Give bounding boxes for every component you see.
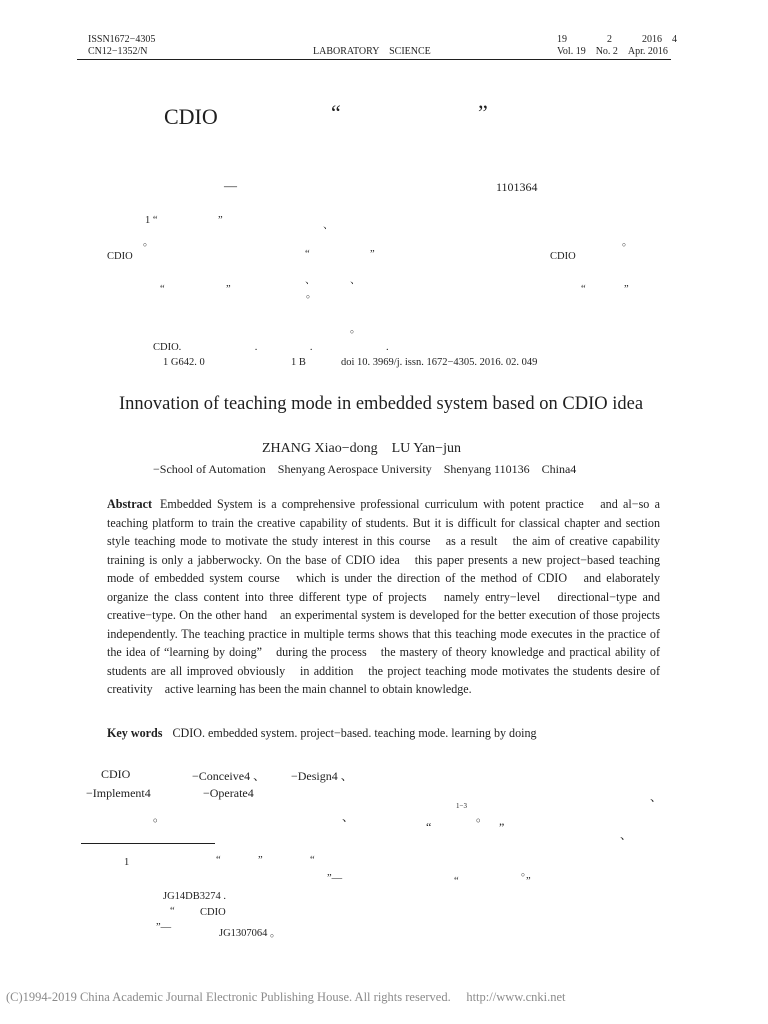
body-fragment: −Implement4 xyxy=(86,786,151,800)
footnote-fragment: 。 xyxy=(521,867,532,878)
cn-abstract-fragment: CDIO xyxy=(107,251,133,262)
body-fragment: −Operate4 xyxy=(203,786,254,800)
cn-number: CN12−1352/N xyxy=(88,46,148,57)
body-fragment: CDIO xyxy=(101,767,131,781)
cn-abstract-fragment: ” xyxy=(624,284,629,295)
body-fragment: ” xyxy=(499,820,505,834)
keywords-label: Key words xyxy=(107,726,163,740)
cn-title-close-quote: ” xyxy=(478,100,488,125)
cn-abstract-fragment: 。 xyxy=(622,237,633,248)
footnote-fragment: “ xyxy=(216,855,221,866)
header-rule xyxy=(77,59,671,60)
footnote-fragment: ”— xyxy=(156,922,172,933)
footnote-fund-number: JG14DB3274 . xyxy=(163,891,227,902)
cn-abstract-fragment: 、 xyxy=(305,275,316,286)
en-title: Innovation of teaching mode in embedded system based on CDIO idea xyxy=(119,394,644,414)
cn-title-cdio: CDIO xyxy=(164,104,218,129)
body-fragment: −Conceive4 、 xyxy=(192,769,266,783)
footnote-fragment: ” xyxy=(526,876,531,887)
footnote-fragment: “ xyxy=(310,855,315,866)
cn-abstract-fragment: ” xyxy=(370,249,375,260)
footnote-rule xyxy=(81,843,215,844)
cn-abstract-fragment: 。 xyxy=(350,324,361,335)
cn-abstract-fragment: “ xyxy=(581,284,586,295)
cn-keywords: CDIO. . . . xyxy=(153,342,389,353)
en-affiliation: −School of Automation Shenyang Aerospace University Shenyang 110136 China4 xyxy=(153,462,577,476)
cn-abstract-fragment: 、 xyxy=(350,275,361,286)
body-fragment: 。 xyxy=(153,810,166,824)
footnote-fragment: “ xyxy=(454,876,459,887)
cn-abstract-fragment: ” xyxy=(218,215,223,226)
footnote-fragment: CDIO xyxy=(200,907,226,918)
doi: doi 10. 3969/j. issn. 1672−4305. 2016. 02. 049 xyxy=(341,357,538,368)
cn-abstract-fragment: “ xyxy=(160,284,165,295)
body-fragment: 。 xyxy=(476,810,489,824)
cn-abstract-fragment: 。 xyxy=(143,237,154,248)
cn-author-dash: — xyxy=(224,178,237,193)
cn-classification: 1 G642. 0 xyxy=(163,357,205,368)
footnote-fragment: ”— xyxy=(327,873,343,884)
en-authors: ZHANG Xiao−dong LU Yan−jun xyxy=(262,441,461,456)
body-fragment: 、 xyxy=(650,790,663,804)
cn-abstract-fragment: 。 xyxy=(306,289,317,300)
footnote-fund-number: JG1307064 。 xyxy=(219,928,281,939)
cn-abstract-fragment: “ xyxy=(305,249,310,260)
issn: ISSN1672−4305 xyxy=(88,34,156,45)
cn-title-open-quote: “ xyxy=(331,100,341,125)
body-fragment: −Design4 、 xyxy=(291,769,353,783)
citation-ref: 1−3 xyxy=(456,802,467,810)
footnote-fragment: ” xyxy=(258,855,263,866)
cn-postcode: 1101364 xyxy=(496,180,538,194)
abstract-body: Embedded System is a comprehensive professional curriculum with potent practice and al−so a teaching platform to train the creative capability of students. But it is difficult for classical chapter and section style teaching mode to motivate the study interest in this course as a result the aim of creative capability training is only a jabberwocky. On the base of CDIO idea this paper presents a new project−based teaching mode of embedded system course which is under the direction of the method of CDIO and elaborately organize the class content into three different type of projects namely entry−level directional−type and creative−type. On the other hand an experimental system is developed for the better execution of those projects independently. The teaching practice in multiple terms shows that this teaching mode executes in the practice of the idea of “learning by doing” during the process the mastery of theory knowledge and practical ability of students are all improved obviously in addition the project teaching mode motivates the students desire of creativity active learning has been the main channel to obtain knowledge. xyxy=(107,497,660,696)
body-fragment: 、 xyxy=(620,828,633,842)
volume-issue-en: Vol. 19 No. 2 Apr. 2016 xyxy=(557,46,668,57)
copyright-notice: (C)1994-2019 China Academic Journal Electronic Publishing House. All rights reserved. http://www.cnki.net xyxy=(6,990,566,1004)
en-abstract xyxy=(107,495,660,699)
abstract-label: Abstract xyxy=(107,497,153,511)
cn-abstract-fragment: 、 xyxy=(323,220,334,231)
body-fragment: “ xyxy=(426,820,432,834)
cn-abstract-fragment: 1 “ xyxy=(145,215,158,226)
cn-abstract-fragment: CDIO xyxy=(550,251,576,262)
footnote-fragment: 1 xyxy=(124,857,130,868)
journal-name: LABORATORY SCIENCE xyxy=(313,46,431,57)
keywords-body: CDIO. embedded system. project−based. teaching mode. learning by doing xyxy=(172,726,537,740)
cn-abstract-fragment: ” xyxy=(226,284,231,295)
volume-issue-cn: 19 2 2016 4 xyxy=(557,34,677,45)
body-fragment: 、 xyxy=(342,810,355,824)
footnote-fragment: “ xyxy=(170,906,175,917)
cn-document-code: 1 B xyxy=(291,357,306,368)
en-keywords xyxy=(107,726,537,741)
